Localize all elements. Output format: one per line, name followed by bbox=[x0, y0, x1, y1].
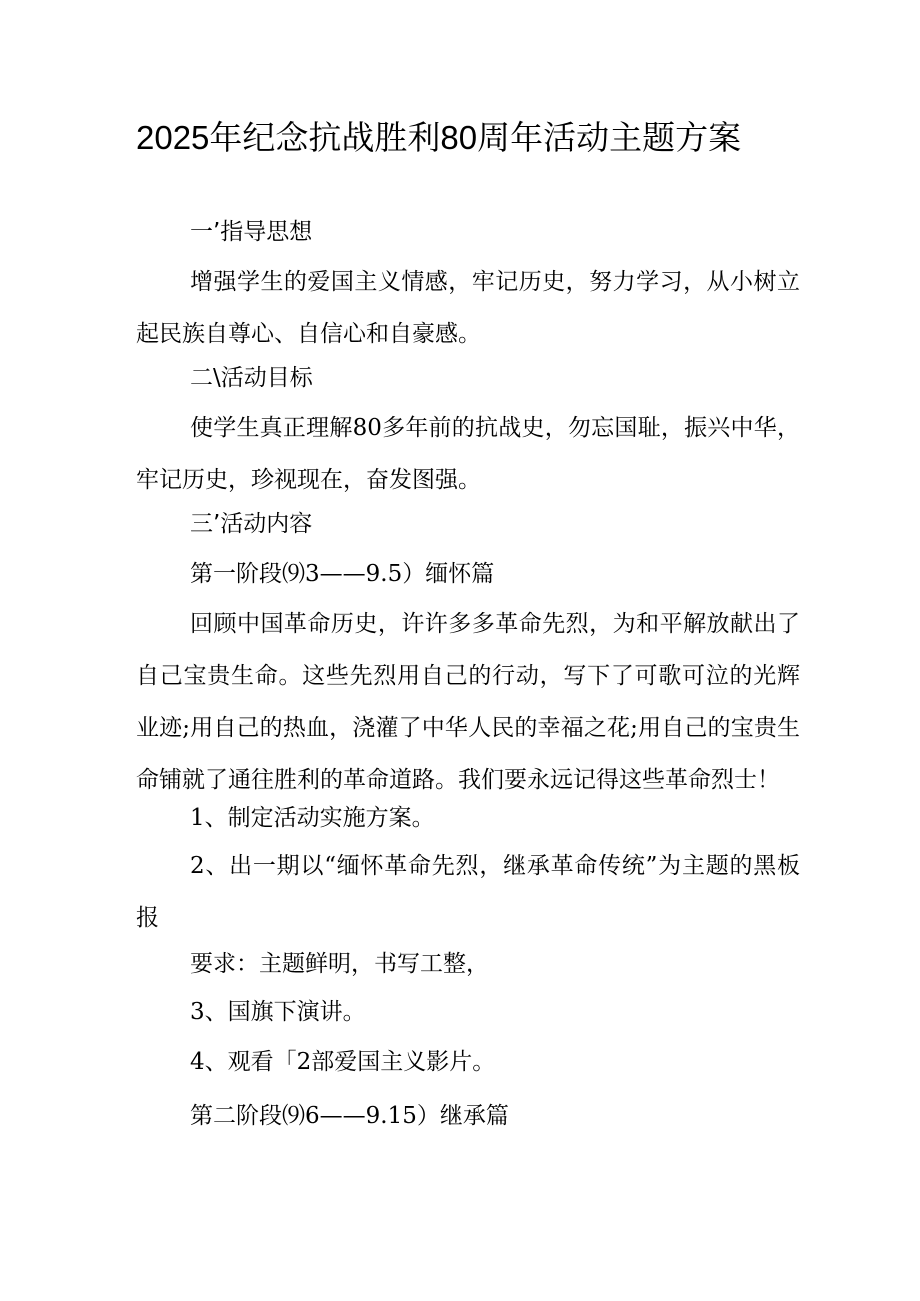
list-item-3: 3、国旗下演讲。 bbox=[190, 999, 366, 1025]
paragraph-activity-goal: 使学生真正理解80多年前的抗战史，勿忘国耻，振兴中华，牢记历史，珍视现在，奋发图强。 bbox=[136, 415, 800, 493]
section-heading-guiding-thought: 一’指导思想 bbox=[190, 219, 313, 245]
section-heading-activity-content: 三’活动内容 bbox=[190, 511, 313, 537]
section-heading-activity-goal: 二\活动目标 bbox=[190, 365, 313, 391]
document-title: 2025年纪念抗战胜利80周年活动主题方案 bbox=[136, 119, 742, 156]
paragraph-stage-one: 回顾中国革命历史，许许多多革命先烈，为和平解放献出了自己宝贵生命。这些先烈用自己的行动，写下了可歌可泣的光辉业迹;用自己的热血，浇灌了中华人民的幸福之花;用自己的宝贵生命铺就了通往胜利的革命道路。我们要永远记得这些革命烈士！ bbox=[136, 611, 800, 793]
list-item-2-requirement: 要求：主题鲜明，书写工整， bbox=[190, 951, 489, 977]
stage-two-heading: 第二阶段⑼6——9.15）继承篇 bbox=[190, 1103, 509, 1129]
list-item-2: 2、出一期以“缅怀革命先烈，继承革命传统”为主题的黑板报 bbox=[136, 853, 800, 931]
stage-one-heading: 第一阶段⑼3——9.5）缅怀篇 bbox=[190, 561, 495, 587]
paragraph-guiding-thought: 增强学生的爱国主义情感，牢记历史，努力学习，从小树立起民族自尊心、自信心和自豪感。 bbox=[136, 269, 800, 347]
list-item-4: 4、观看「2部爱国主义影片。 bbox=[190, 1049, 496, 1075]
list-item-1: 1、制定活动实施方案。 bbox=[190, 805, 435, 831]
